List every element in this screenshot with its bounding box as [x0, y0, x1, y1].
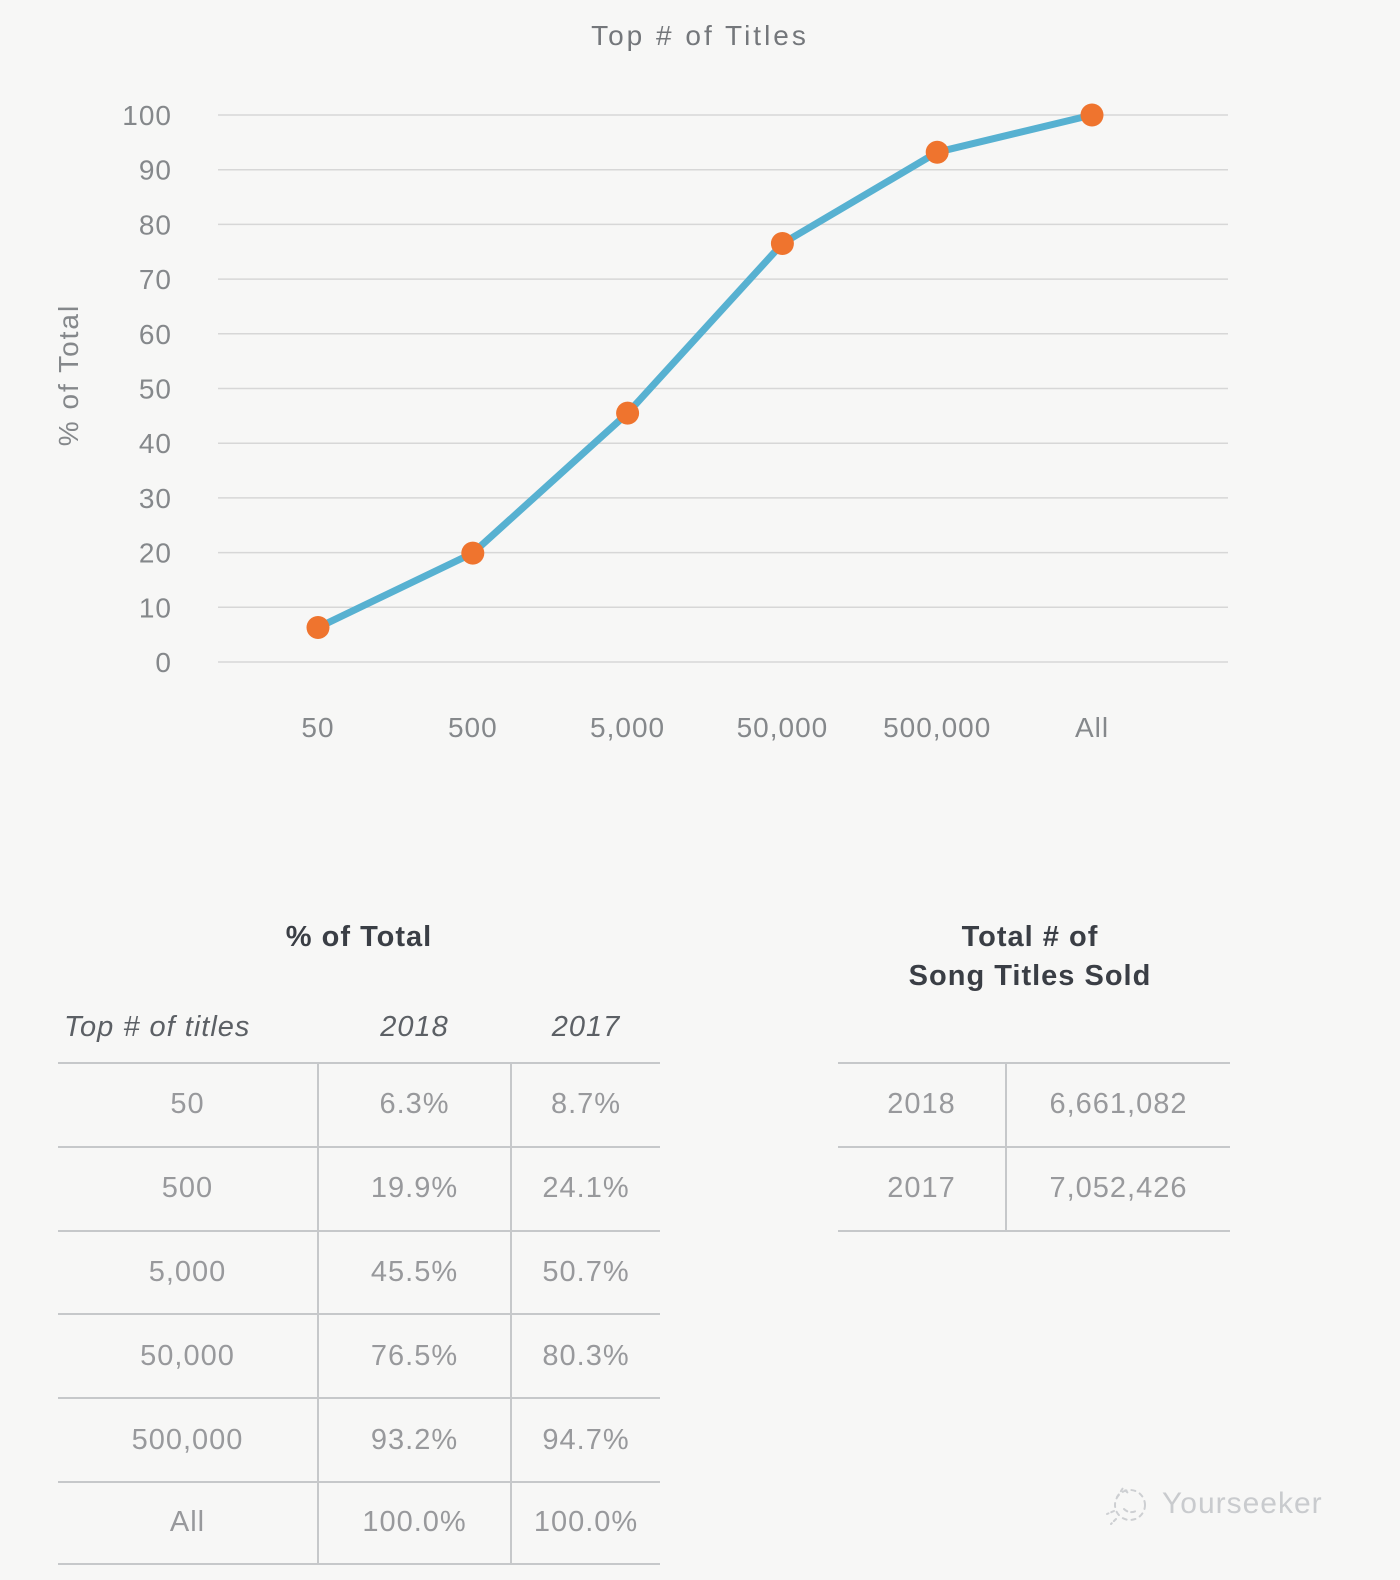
- data-point: [1081, 104, 1104, 127]
- table-cell: All: [169, 1506, 206, 1539]
- left-table-title: % of Total: [285, 921, 433, 953]
- data-point: [771, 232, 794, 255]
- table-cell: 76.5%: [317, 1315, 512, 1397]
- x-tick-label: 50,000: [736, 712, 829, 743]
- table-cell: 100.0%: [533, 1506, 639, 1539]
- table-cell: 80.3%: [542, 1339, 630, 1372]
- column-header-top-titles: Top # of titles: [64, 1010, 251, 1043]
- data-point: [926, 141, 949, 164]
- table-cell: 8.7%: [550, 1088, 622, 1121]
- y-tick-label: 90: [138, 154, 172, 186]
- table-cell: 50.7%: [542, 1255, 630, 1288]
- y-tick-label: 60: [138, 318, 172, 350]
- x-tick-label: 50: [301, 712, 335, 743]
- table-cell: 6,661,082: [1005, 1064, 1230, 1146]
- right-table-title-line2: Song Titles Sold: [908, 960, 1152, 992]
- table-row: [58, 1062, 660, 1146]
- y-axis-title: % of Total: [53, 303, 84, 447]
- table-cell: 6.3%: [317, 1064, 512, 1146]
- right-table-title: [830, 918, 1230, 996]
- watermark-label: Yourseeker: [1162, 1487, 1323, 1520]
- data-point: [307, 616, 330, 639]
- x-tick-label: 500: [447, 712, 498, 743]
- left-table-header: [58, 998, 660, 1056]
- data-point: [461, 542, 484, 565]
- table-row: [58, 1397, 660, 1481]
- column-header-2018: 2018: [380, 1010, 449, 1043]
- series-line: [318, 115, 1092, 628]
- right-table-title-line1: Total # of: [961, 921, 1099, 953]
- y-tick-label: 30: [138, 482, 172, 514]
- percent-of-total-table: [58, 1062, 660, 1565]
- song-titles-sold-table: [838, 1062, 1230, 1232]
- y-tick-label: 20: [138, 537, 172, 569]
- data-point: [616, 402, 639, 425]
- table-cell: 50: [170, 1088, 205, 1121]
- table-row: [58, 1146, 660, 1230]
- table-cell: 2017: [887, 1172, 956, 1205]
- table-cell: 50,000: [140, 1339, 235, 1372]
- y-tick-label: 50: [138, 373, 172, 405]
- table-cell: 93.2%: [317, 1399, 512, 1481]
- table-cell: 7,052,426: [1005, 1148, 1230, 1230]
- watermark: [1104, 1478, 1323, 1530]
- table-cell: 5,000: [148, 1255, 227, 1288]
- table-cell: 100.0%: [317, 1483, 512, 1563]
- y-tick-label: 0: [155, 647, 172, 678]
- table-cell: 19.9%: [317, 1148, 512, 1230]
- table-cell: 2018: [887, 1088, 956, 1121]
- y-tick-label: 70: [138, 264, 172, 296]
- table-cell: 24.1%: [542, 1172, 630, 1205]
- yourseeker-logo-icon: [1104, 1479, 1154, 1529]
- y-tick-label: 10: [138, 592, 172, 624]
- table-row: [838, 1148, 1230, 1232]
- table-cell: 500,000: [131, 1423, 244, 1456]
- y-tick-label: 100: [122, 100, 172, 131]
- column-header-2017: 2017: [551, 1010, 621, 1043]
- table-row: [58, 1230, 660, 1314]
- table-row: [58, 1313, 660, 1397]
- chart-title: Top # of Titles: [591, 20, 809, 51]
- table-cell: 45.5%: [317, 1232, 512, 1314]
- x-tick-label: 500,000: [883, 712, 992, 743]
- x-tick-label: 5,000: [590, 712, 666, 743]
- y-tick-label: 80: [138, 209, 172, 241]
- table-cell: 94.7%: [542, 1423, 630, 1456]
- table-row: [838, 1064, 1230, 1148]
- y-tick-label: 40: [138, 428, 172, 460]
- x-tick-label: All: [1074, 712, 1110, 743]
- table-cell: 500: [161, 1172, 214, 1205]
- table-row: [58, 1481, 660, 1565]
